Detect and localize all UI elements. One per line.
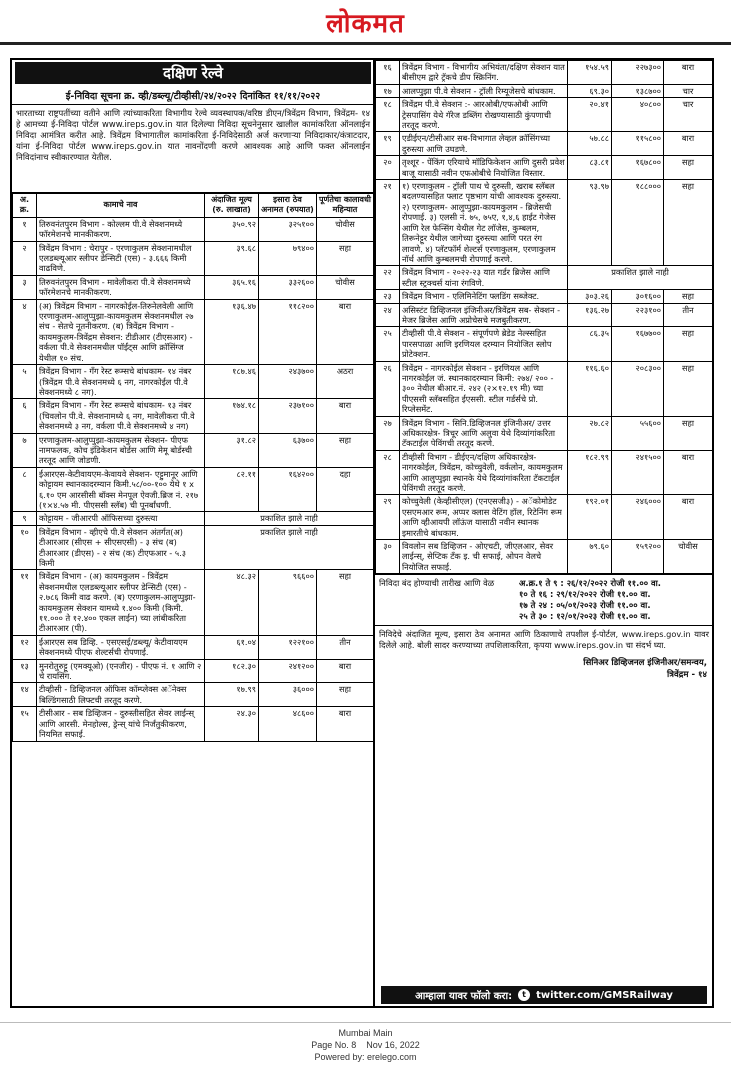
table-row — [376, 327, 713, 361]
row-number: २७ — [376, 416, 400, 450]
completion-period: दहा — [317, 467, 374, 512]
completion-period: बारा — [664, 495, 713, 540]
signature-place: त्रिवेंद्रम - १४ — [667, 670, 707, 681]
emd-amount: २३७१०० — [259, 399, 317, 433]
table-row — [13, 399, 374, 433]
table-row — [13, 433, 374, 467]
emd-amount: १२२१०० — [259, 635, 317, 659]
table-row — [13, 635, 374, 659]
newspaper-masthead — [0, 4, 731, 40]
row-number: १२ — [13, 635, 37, 659]
notice-subtitle: ई-निविदा सूचना क्र. व्ही/डब्ल्यू/टीव्हीसी/२४/२०२२ दिनांकित ११/११/२०२२ — [12, 86, 374, 105]
twitter-handle[interactable]: twitter.com/GMSRailway — [536, 989, 673, 1001]
completion-period: सहा — [664, 327, 713, 361]
closing-dates — [375, 574, 713, 625]
row-number: ४ — [13, 299, 37, 364]
completion-period: चार — [664, 84, 713, 97]
closing-date: २५ ते ३० : १२/०१/२०२३ रोजी ११.०० वा. — [519, 611, 651, 622]
estimated-value: ९३.९७ — [568, 180, 612, 266]
row-number: ३ — [13, 275, 37, 299]
table-row — [376, 450, 713, 495]
table-row — [13, 707, 374, 741]
completion-period: अठरा — [317, 365, 374, 399]
completion-period: सहा — [317, 683, 374, 707]
work-description: असिस्टंट डिव्हिजनल इंजिनीअर/त्रिवेंद्रम सब- सेक्शन - मेजर ब्रिजेस आणि अप्रोचेसचे मजबुतीकरण. — [400, 303, 568, 327]
emd-amount: १६७८०० — [612, 156, 664, 180]
emd-amount: २४३७०० — [259, 365, 317, 399]
row-number: १० — [13, 525, 37, 570]
header-emd: इसारा ठेव अनामत (रुपयात) — [259, 194, 317, 218]
unpublished-note: प्रकाशित झाले नाही — [205, 512, 374, 525]
estimated-value: २४.३० — [205, 707, 259, 741]
signature — [375, 654, 713, 684]
row-number: २५ — [376, 327, 400, 361]
table-header-row — [13, 194, 374, 218]
work-description: टीसीआर - सब डिव्हिजन - दुरुस्तीसहित सेवर लाईन्स् आणि आरसी. मेनहोल्स, ड्रेन्स् यांचे निर्जंतुकीकरण, नियमित सफाई. — [37, 707, 205, 741]
work-description: एरणाकुलम-आलुप्पुझा-कायमकुलम सेक्शन- पीएफ नामफलक, कोच इंडिकेशन बोर्डस आणि मेमू बोर्डस्ची तरतूद आणि जोडणी. — [37, 433, 205, 467]
work-description: टीव्हीसी पी.वे सेक्शन - संपूर्णपणे ब्रेडेड नेल्स्सहित पारसपाळा आणि इरणियल दरम्यान नियोजित स्लोप प्रोटेक्शन. — [400, 327, 568, 361]
work-description: त्रिवेंद्रम विभाग - व्हीएचे पी.वे सेक्शन अंतर्गत(अ) टीआरआर (सीएस + सीएसएसी) - ३ संच (ब) टीआरआर (डीएस) - २ संच (क) टीएफआर - ५.३ किमी — [37, 525, 205, 570]
table-row — [13, 217, 374, 241]
completion-period: तीन — [317, 635, 374, 659]
closing-date: अ.क्र.१ ते ९ : २६/१२/२०२२ रोजी ११.०० वा. — [519, 578, 661, 589]
completion-period: सहा — [664, 416, 713, 450]
work-description: टीव्हीसी - डिव्हिजनल ऑफिस कॉम्प्लेक्स अॅनेक्स बिल्डिंगसाठी लिफ्टची तरतूद करणे. — [37, 683, 205, 707]
emd-amount: ४८६०० — [259, 707, 317, 741]
emd-amount: २४६००० — [612, 495, 664, 540]
table-row — [376, 132, 713, 156]
tender-table-right — [375, 60, 713, 574]
row-number: ११ — [13, 570, 37, 635]
estimated-value: ३१.८२ — [205, 433, 259, 467]
row-number: ७ — [13, 433, 37, 467]
work-description: एडीईएन/टीसीआर सब-विभागात लेव्हल क्रॉसिंगच्या दुरुस्त्या आणि उघडणे. — [400, 132, 568, 156]
closing-date: १७ ते २४ : ०५/०१/२०२३ रोजी ११.०० वा. — [519, 600, 651, 611]
row-number: २६ — [376, 361, 400, 416]
table-row — [13, 512, 374, 525]
table-row — [13, 659, 374, 683]
completion-period: बारा — [317, 707, 374, 741]
table-row — [13, 467, 374, 512]
work-description: १) एरणाकुलम - ट्रॉली पाथ चे दुरुस्ती, खराब स्लॅबल बदलण्यासहित फ्लाट पृष्ठभाग यांची आवश्यक दुरुस्त्या. २) एरणाकुलम- आलुप्पुझा-कायमकुलम - ब्रिजेसची रोपणाई. ३) एलसी नं. ७५, ७५ए, १,४,६ हाईट गेजेस आणि रेल फेन्सिंग येथील गेट लॉजेस, कुम्बलम, तिरूनेट्टूर येथील जागेच्या दुरुस्त्या आणि परत रंग लावणे. ४) प्लॅटफॉर्म शेल्टर्स एरणाकुलम, एरणाकुलम नॉर्थ आणि कुम्बलमची रोपणाई करणे. — [400, 180, 568, 266]
completion-period: सहा — [317, 241, 374, 275]
row-number: ६ — [13, 399, 37, 433]
completion-period: सहा — [664, 290, 713, 303]
work-description: ईआरएस सब डिव्हि. - एसएसई/डब्ल्यू/ केटीवायएम सेक्शनमध्ये पीएफ शेल्टर्सची रोपणाई. — [37, 635, 205, 659]
estimated-value: ६१.०४ — [205, 635, 259, 659]
table-row — [376, 416, 713, 450]
emd-amount: २०८३०० — [612, 361, 664, 416]
row-number: २४ — [376, 303, 400, 327]
work-description: विवलोन सब डिव्हिजन - ओएचटी, जीएलआर, सेवर लाईन्स्, सेप्टिक टँक इ. ची सफाई, ओपन वेलचे नियोजित सफाई. — [400, 540, 568, 574]
estimated-value: ४८.३२ — [205, 570, 259, 635]
work-description: त्रिवेंद्रम - नागरकोईल सेक्शन - इरणियल आणि नागरकोईल जं. स्थानकादरम्यान किमी: २७४/ २०० - ३०० नेथील बीआर.नं. २४२ (२×१२.१९ मी) च्या पीएससी स्लॅबसहित ईएससी. स्टील गर्डर्सचे प्रो. रिप्लेसमेंट. — [400, 361, 568, 416]
notice-right-column — [373, 60, 713, 1006]
completion-period: सहा — [664, 361, 713, 416]
table-row — [13, 365, 374, 399]
emd-amount: २४१२०० — [259, 659, 317, 683]
emd-amount: २२३१०० — [612, 303, 664, 327]
row-number: १७ — [376, 84, 400, 97]
row-number: २० — [376, 156, 400, 180]
row-number: २१ — [376, 180, 400, 266]
emd-amount: ३३२६०० — [259, 275, 317, 299]
footer-page-date: Page No. 8 Nov 16, 2022 — [311, 1040, 420, 1050]
work-description: (अ) त्रिवेंद्रम विभाग - नागरकोईल-तिरुनेलवेली आणि एरणाकुलम-आलुप्पुझा-कायमकुलम सेक्शनमधील २७ संच - सेतचे नूतनीकरण. (ब) त्रिवेंद्रम विभाग - कायमकुलम-त्रिवेंद्रम सेक्शन: टीडीआर (टीएसआर) - वर्कला पी.वे सेक्शनमधील पॉईंट्स आणि क्रॉसिंग्ज येथील १० संच. — [37, 299, 205, 364]
row-number: २८ — [376, 450, 400, 495]
estimated-value: २७.८२ — [568, 416, 612, 450]
table-row — [376, 61, 713, 85]
estimated-value: १७४.१८ — [205, 399, 259, 433]
emd-amount: २४१५०० — [612, 450, 664, 495]
header-work: कामाचे नाव — [37, 194, 205, 218]
row-number: ५ — [13, 365, 37, 399]
emd-amount: ६३७०० — [259, 433, 317, 467]
footer-edition: Mumbai Main — [338, 1028, 393, 1038]
table-row — [376, 266, 713, 290]
work-description: कोच्चुवेली (केव्हीसीएल) (एनएसजी३) - अॅकोमोडेट एसएमआर रूम, अप्पर क्लास वेटिंग हॉल, रिटेनिंग रूम आणि व्हीआयपी लॉऊंज यासाठी नवीन स्थानक इमारतीचे बांधकाम. — [400, 495, 568, 540]
row-number: ८ — [13, 467, 37, 512]
work-description: ईआरएस-केटीवायएम-केवायवे सेक्शन- एट्टुमानूर आणि कोट्टायम स्थानकादरम्यान किमी.५८/००-१०० येथे १ x ६.१० एम आरसीसी बॉक्स मेनपूल ऐवजी.ब्रिज नं. २१७ (१×४.५७ मी. पीएससी स्लॅब) ची पूनर्बांधणी. — [37, 467, 205, 512]
work-description: तृश्शूर - पेंकिंग एरियाचे मॉडिफिकेशन आणि दुसरी प्रवेश बाजू यासाठी नवीन एफओबीचे नियोजित विस्तार. — [400, 156, 568, 180]
table-row — [13, 299, 374, 364]
estimated-value: ३०३.२६ — [568, 290, 612, 303]
unpublished-note: प्रकाशित झाले नाही — [568, 266, 713, 290]
work-description: त्रिवेंद्रम विभाग - गँग रेस्ट रूम्सचे बांधकाम- १४ नंबर (त्रिवेंद्रम पी.वे सेक्शनमध्ये ६ नग, नागरकोईल पी.वे सेक्शनमध्ये ८ नग). — [37, 365, 205, 399]
estimated-value: १३६.२७ — [568, 303, 612, 327]
completion-period: बारा — [317, 659, 374, 683]
estimated-value: १५४.५९ — [568, 61, 612, 85]
closing-date: १० ते १६ : २९/१२/२०२२ रोजी ११.०० वा. — [519, 589, 651, 600]
completion-period: चार — [664, 98, 713, 132]
estimated-value: ५७.८८ — [568, 132, 612, 156]
table-row — [376, 290, 713, 303]
work-description: त्रिवेंद्रम पी.वे सेक्शन :- आरओबी/एफओबी आणि ट्रेसपासिंग येथे गॅरेज डब्लिंग रोखण्यासाठी कुंपणाची तरतूद करणे. — [400, 98, 568, 132]
emd-amount: १३८७०० — [612, 84, 664, 97]
estimated-value: २०.४१ — [568, 98, 612, 132]
header-period: पूर्णतेचा कालावधी महिन्यात — [317, 194, 374, 218]
notice-left-column — [12, 60, 374, 1006]
estimated-value: ३६५.१६ — [205, 275, 259, 299]
table-row — [376, 180, 713, 266]
work-description: त्रिवेंद्रम विभाग - (अ) कायमकुलम - त्रिवेंद्रम सेक्शनमधील एलडब्ल्यूआर स्लीपर डेन्सिटी (एस) - २.७८६ किमी वाढ करणे. (ब) एरणाकुलम-आलुप्पुझा-कायमकुलम सेक्शन यामध्ये १.४०० किमी (किमी. ११.००० ते १२.४०० एकल लाईन) च्या लांबीकरिता टीआरआर (पी). — [37, 570, 205, 635]
table-row — [376, 303, 713, 327]
table-row — [13, 275, 374, 299]
completion-period: सहा — [664, 180, 713, 266]
emd-amount: ११५८०० — [612, 132, 664, 156]
header-value: अंदाजित मूल्य (रु. लाखात) — [205, 194, 259, 218]
emd-amount: ४०८०० — [612, 98, 664, 132]
notice-intro: भारताच्या राष्ट्रपतींच्या वतीने आणि त्यांच्याकरिता विभागीय रेल्वे व्यवस्थापक/वरिष्ठ डीएन/त्रिवेंद्रम विभाग, त्रिवेंद्रम- १४ हे आमच्या ई-निविदा पोर्टल www.ireps.gov.in यात दिलेल्या निविदा सूचनेनुसार खालील कामांकरिता ऑनलाईन निविदा आमंत्रित करीत आहे. त्रिवेंद्रम विभागातील कामांकरिता ई-निविदेसाठी अर्ज करणाऱ्या निविदाकार/कंत्राटदार, यांना ई-निविदा पोर्टल www.ireps.gov.in यात नावनोंदणी करणे आवश्यक आहे आणि फक्त ऑनलाईन निविदांनाच स्वीकारण्यात येतील. — [12, 105, 374, 193]
emd-amount: ५५६०० — [612, 416, 664, 450]
row-number: १९ — [376, 132, 400, 156]
emd-amount: १६७७०० — [612, 327, 664, 361]
work-description: टीव्हीसी विभाग - डीईएन/दक्षिण अधिकारक्षेत्र- नागरकोईल, त्रिवेंद्रम, कोच्चुवेली, वर्कलोन, कायमकुलम आणि आलुप्पुझा स्थानके येथे दिव्यांगांकरिता टॅकटाईल पेविंगची तरतूद करणे. — [400, 450, 568, 495]
completion-period: बारा — [317, 299, 374, 364]
row-number: ३० — [376, 540, 400, 574]
notice-title: दक्षिण रेल्वे — [15, 62, 371, 84]
table-row — [13, 241, 374, 275]
estimated-value: ८३.८१ — [568, 156, 612, 180]
row-number: २९ — [376, 495, 400, 540]
row-number: २ — [13, 241, 37, 275]
completion-period: चोवीस — [317, 217, 374, 241]
completion-period: तीन — [664, 303, 713, 327]
row-number: १३ — [13, 659, 37, 683]
estimated-value: ८२.११ — [205, 467, 259, 512]
row-number: २३ — [376, 290, 400, 303]
follow-banner — [381, 986, 707, 1004]
table-row — [376, 84, 713, 97]
estimated-value: १३६.४७ — [205, 299, 259, 364]
completion-period: सहा — [317, 570, 374, 635]
work-description: त्रिवेंद्रम विभाग - एलिमिनेटिंग फ्लडिंग सब्जेक्ट. — [400, 290, 568, 303]
work-description: तिरुवनंतपुरम विभाग - मावेलीकरा पी.वे सेक्शनमध्ये फॉरमेशनचे मानकीकरण. — [37, 275, 205, 299]
table-row — [13, 570, 374, 635]
estimated-value: १८७.४६ — [205, 365, 259, 399]
follow-label: आम्हाला यावर फॉलो करा: — [415, 991, 513, 1002]
emd-amount: १६४२०० — [259, 467, 317, 512]
estimated-value: ३९.६८ — [205, 241, 259, 275]
work-description: मुनरोतुरुट्टू (एमक्यूओ) (एनजीर) - पीएफ नं. १ आणि २ चे रायसिंग. — [37, 659, 205, 683]
row-number: २२ — [376, 266, 400, 290]
twitter-icon: t — [518, 989, 530, 1001]
completion-period: बारा — [664, 132, 713, 156]
estimated-value: १८२.३० — [205, 659, 259, 683]
work-description: आलप्पुझा पी.वे सेक्शन - ट्रॉली रिम्यूजेसचे बांधकाम. — [400, 84, 568, 97]
table-row — [376, 361, 713, 416]
estimated-value: १७.९९ — [205, 683, 259, 707]
unpublished-note: प्रकाशित झाले नाही — [205, 525, 374, 570]
estimated-value: १८२.९९ — [568, 450, 612, 495]
emd-amount: ३६००० — [259, 683, 317, 707]
row-number: ९ — [13, 512, 37, 525]
price-note: निविदेचे अंदाजित मूल्य, इसारा ठेव अनामत आणि ठिकाणाचे तपशील ई-पोर्टल, www.ireps.gov.in यावर दिलेले आहे. बोली सादर करण्याच्या तपशिलाकरिता, कृपया www.ireps.gov.in चा संदर्भ घ्या. — [375, 625, 713, 654]
emd-amount: ९६६०० — [259, 570, 317, 635]
estimated-value: ७९.६० — [568, 540, 612, 574]
table-row — [13, 683, 374, 707]
footer-powered: Powered by: erelego.com — [314, 1052, 417, 1062]
masthead-rule — [0, 42, 731, 45]
emd-amount: २२७३०० — [612, 61, 664, 85]
table-row — [376, 156, 713, 180]
work-description: कोट्टायम - जीआरपी ऑफिसच्या दुरुस्त्या — [37, 512, 205, 525]
row-number: १५ — [13, 707, 37, 741]
closing-label: निविदा बंद होण्याची तारीख आणि वेळ — [379, 578, 495, 589]
table-row — [13, 525, 374, 570]
newspaper-logo: लोकमत — [326, 9, 405, 39]
estimated-value: ८६.३५ — [568, 327, 612, 361]
emd-amount: ३०१६०० — [612, 290, 664, 303]
estimated-value: ६९.३० — [568, 84, 612, 97]
footer-rule — [0, 1022, 731, 1023]
completion-period: सहा — [664, 156, 713, 180]
header-no: अ. क्र. — [13, 194, 37, 218]
work-description: त्रिवेंद्रम विभाग : चेरापुर - एरणाकुलम सेक्शनामधील एलडब्ल्यूआर स्लीपर डेन्सिटी (एस) - ३.६६६ किमी वाढविणे. — [37, 241, 205, 275]
table-row — [376, 98, 713, 132]
row-number: १४ — [13, 683, 37, 707]
emd-amount: ७९४०० — [259, 241, 317, 275]
emd-amount: १८८००० — [612, 180, 664, 266]
estimated-value: ११६.६० — [568, 361, 612, 416]
work-description: त्रिवेंद्रम विभाग - सिनि.डिव्हिजनल इंजिनीअर/ उत्तर अधिकारक्षेत्र- त्रिचूर आणि अलुवा येथे दिव्यांगांकरिता टॅकटाईल पेविंगची तरतूद करणे. — [400, 416, 568, 450]
signature-title: सिनिअर डिव्हिजनल इंजिनीअर/समन्वय, — [583, 658, 707, 669]
table-row — [376, 495, 713, 540]
table-row — [376, 540, 713, 574]
tender-table-left — [12, 193, 374, 742]
completion-period: चोवीस — [664, 540, 713, 574]
work-description: तिरुवनंतपुरम विभाग - कोल्लम पी.वे सेक्शनमध्ये फॉरमेशनचे मानकीकरण. — [37, 217, 205, 241]
row-number: १८ — [376, 98, 400, 132]
page-footer — [0, 1027, 731, 1063]
tender-notice — [10, 58, 714, 1008]
emd-amount: १५९२०० — [612, 540, 664, 574]
completion-period: चोवीस — [317, 275, 374, 299]
estimated-value: १९२.०१ — [568, 495, 612, 540]
row-number: १ — [13, 217, 37, 241]
emd-amount: ११८२०० — [259, 299, 317, 364]
completion-period: बारा — [664, 61, 713, 85]
completion-period: सहा — [317, 433, 374, 467]
work-description: त्रिवेंद्रम विभाग - २०२२-२३ यात गर्डर ब्रिजेस आणि स्टील स्ट्रक्चर्स यांना रंगविणे. — [400, 266, 568, 290]
completion-period: बारा — [317, 399, 374, 433]
work-description: त्रिवेंद्रम विभाग - गँग रेस्ट रूम्सचे बांधकाम- १३ नंबर (चिवलोन पी.वे. सेक्शनामध्ये ६ नग, मावेलीकरा पी.वे सेक्शनमध्ये ३ नग, वर्कला पी.वे सेक्शनमध्ये ४ नग) — [37, 399, 205, 433]
completion-period: बारा — [664, 450, 713, 495]
row-number: १६ — [376, 61, 400, 85]
emd-amount: ३२५१०० — [259, 217, 317, 241]
work-description: त्रिवेंद्रम विभाग - विभागीय अभियंता/दक्षिण सेक्शन यात बीसीएम द्वारे ट्रॅकचे डीप स्क्रिनिंग. — [400, 61, 568, 85]
estimated-value: ३५०.९२ — [205, 217, 259, 241]
